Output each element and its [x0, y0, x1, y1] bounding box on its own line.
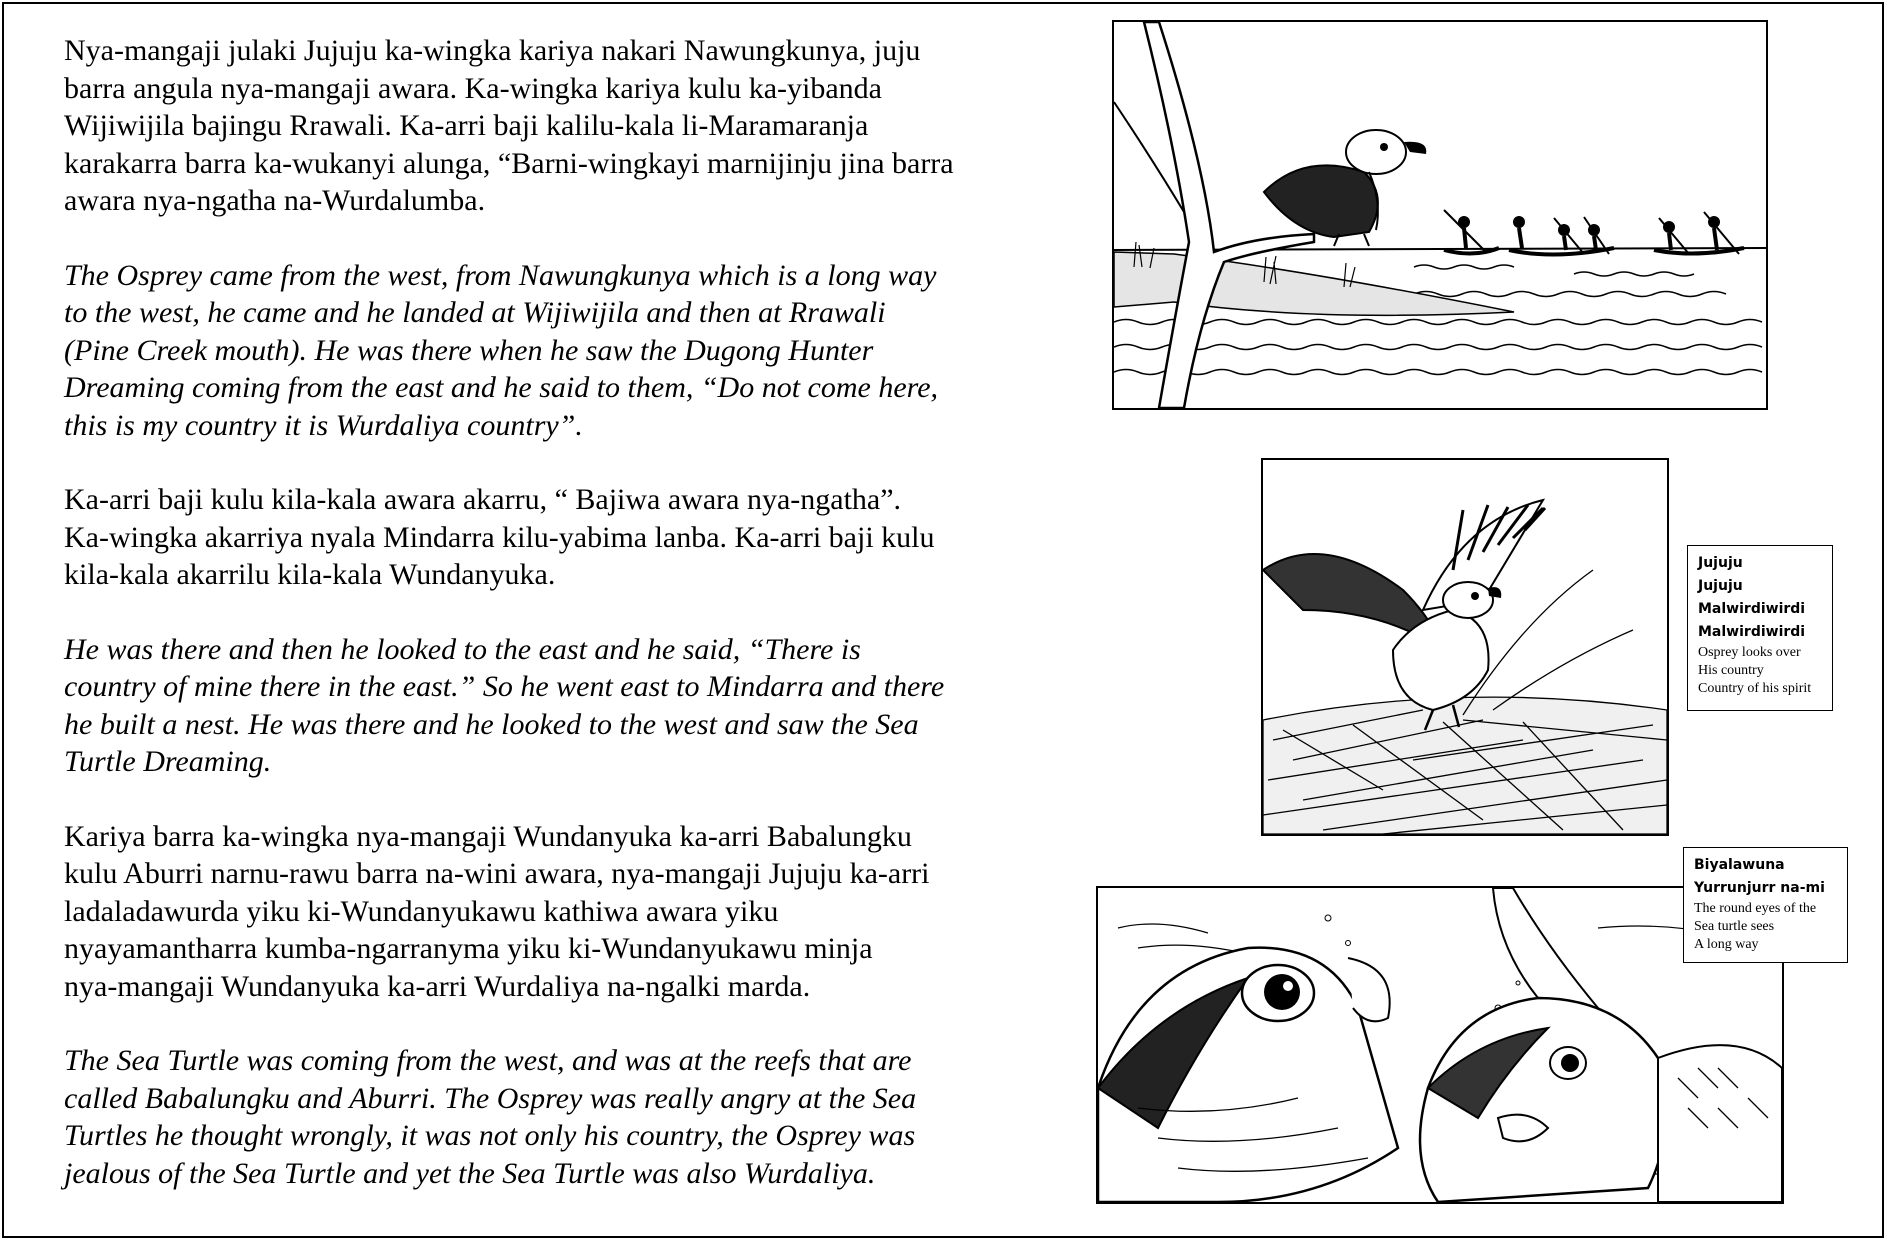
- caption-translation-line: Osprey looks over: [1698, 645, 1801, 660]
- caption-translation-line: A long way: [1694, 937, 1759, 952]
- sea-turtles-drawing: [1098, 888, 1782, 1202]
- illustration-sea-turtles: [1096, 886, 1784, 1204]
- turtle-flipper: [1493, 888, 1598, 1016]
- caption-translation-line: The round eyes of the: [1694, 901, 1817, 916]
- paragraph-burarra-1: Nya-mangaji julaki Jujuju ka-wingka kariya nakari Nawungkunya, juju barra angula nya-mangaji awara. Ka-wingka kariya kulu ka-yibanda Wijiwijila bajingu Rrawali. Ka-arri baji kalilu-kala li-Maramaranja karakarra barra ka-wukanyi alunga, “Barni-wingkayi marnijinju jina barra awara nya-ngatha na-Wurdalumba.: [64, 34, 954, 217]
- caption-line: Malwirdiwirdi: [1698, 624, 1806, 640]
- small-sea-turtle: [1420, 998, 1782, 1202]
- paragraph-burarra-3: Kariya barra ka-wingka nya-mangaji Wundanyuka ka-arri Babalungku kulu Aburri narnu-rawu barra na-wini awara, nya-mangaji Jujuju ka-arri ladaladawurda yiku ki-Wundanyukawu kathiwa awara yiku nyayamantharra kumba-ngarranyma yiku ki-Wundanyukawu minja nya-mangaji Wundanyuka ka-arri Wurdaliya na-ngalki marda.: [64, 819, 930, 1003]
- illustration-osprey-nest: [1261, 458, 1669, 836]
- caption-translation-line: Sea turtle sees: [1694, 919, 1775, 934]
- caption-translation-line: Country of his spirit: [1698, 681, 1812, 696]
- osprey-nest-drawing: [1263, 460, 1667, 834]
- osprey-wings: [1263, 500, 1545, 650]
- sandbar: [1114, 252, 1514, 315]
- large-sea-turtle: [1098, 948, 1398, 1202]
- paragraph-english-2: He was there and then he looked to the east and he said, “There is country of mine there in the east.” So he went east to Mindarra and there he built a nest. He was there and he looked to the west and saw the Sea Turtle Dreaming.: [64, 632, 945, 778]
- caption-line: Malwirdiwirdi: [1698, 601, 1806, 617]
- caption-translation-line: His country: [1698, 663, 1764, 678]
- story-text-column: [64, 32, 1044, 1192]
- paragraph-burarra-2: Ka-arri baji kulu kila-kala awara akarru, “ Bajiwa awara nya-ngatha”. Ka-wingka akarriya nyala Mindarra kilu-yabima lanba. Ka-arri baji kulu kila-kala akarrilu kila-kala Wundanyuka.: [64, 483, 935, 591]
- caption-line: Yurrunjurr na-mi: [1694, 880, 1825, 896]
- caption-line: Jujuju: [1698, 555, 1743, 571]
- osprey-canoes-drawing: [1114, 22, 1766, 408]
- illustration-osprey-canoes: [1112, 20, 1768, 410]
- caption-line: Jujuju: [1698, 578, 1743, 594]
- caption-line: Biyalawuna: [1694, 857, 1785, 873]
- osprey-perched: [1264, 130, 1426, 246]
- paragraph-english-1: The Osprey came from the west, from Nawungkunya which is a long way to the west, he came and he landed at Wijiwijila and then at Rrawali (Pine Creek mouth). He was there when he saw the Dugong Hunter Dreaming coming from the east and he said to them, “Do not come here, this is my country it is Wurdaliya country”.: [64, 258, 939, 442]
- caption-turtle-eyes-see-far: [1683, 847, 1848, 963]
- caption-osprey-looks-over-country: [1687, 545, 1833, 711]
- paragraph-english-3: The Sea Turtle was coming from the west, and was at the reefs that are called Babalungku and Aburri. The Osprey was really angry at the Sea Turtles he thought wrongly, it was not only his country, the Osprey was jealous of the Sea Turtle and yet the Sea Turtle was also Wurdaliya.: [64, 1044, 917, 1190]
